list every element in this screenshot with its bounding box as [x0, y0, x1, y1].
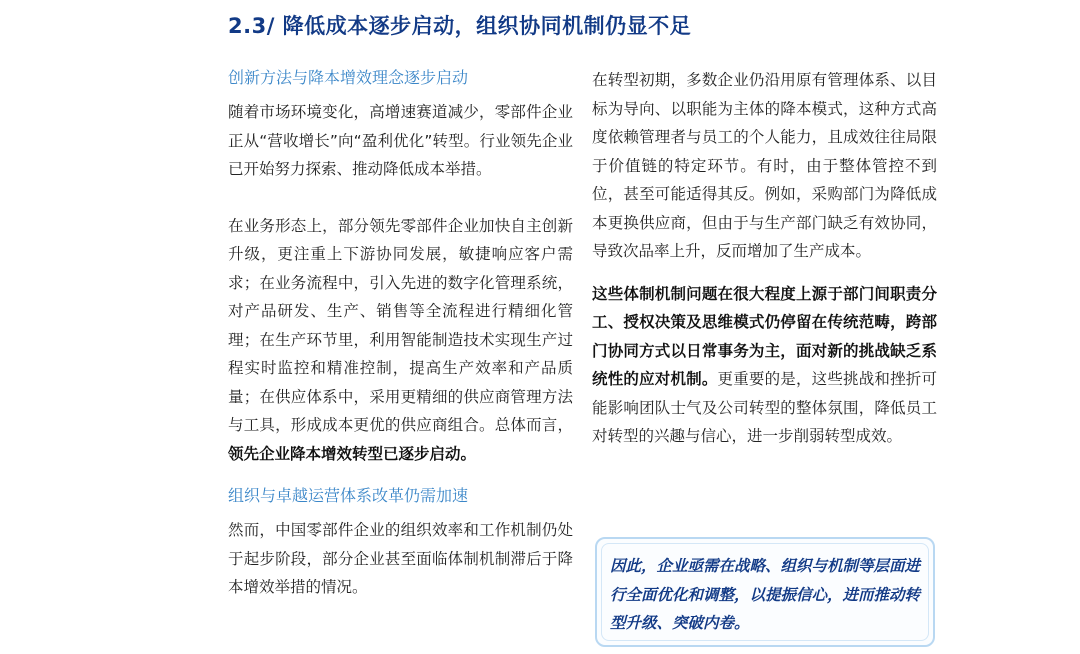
paragraph-organization-efficiency: 然而，中国零部件企业的组织效率和工作机制仍处于起步阶段，部分企业甚至面临体制机制滞后于降本增效举措的情况。	[228, 521, 573, 596]
left-column	[228, 66, 573, 602]
subheading-innovation: 创新方法与降本增效理念逐步启动	[228, 68, 469, 87]
paragraph-early-transformation: 在转型初期，多数企业仍沿用原有管理体系、以目标为导向、以职能为主体的降本模式，这种方式高度依赖管理者与员工的个人能力，且成效往往局限于价值链的特定环节。有时，由于整体管控不到位，甚至可能适得其反。例如，采购部门为降低成本更换供应商，但由于与生产部门缺乏有效协同，导致次品率上升，反而增加了生产成本。	[592, 71, 937, 260]
section-title: 2.3/ 降低成本逐步启动，组织协同机制仍显不足	[228, 14, 692, 38]
paragraph-mechanism-problems	[592, 280, 937, 451]
right-column	[592, 66, 937, 451]
subheading-organization: 组织与卓越运营体系改革仍需加速	[228, 486, 469, 505]
paragraph-text: 在业务形态上，部分领先零部件企业加快自主创新升级，更注重上下游协同发展，敏捷响应客户需求；在业务流程中，引入先进的数字化管理系统，对产品研发、生产、销售等全流程进行精细化管理；在生产环节里，利用智能制造技术实现生产过程实时监控和精准控制，提高生产效率和产品质量；在供应体系中，采用更精细的供应商管理方法与工具，形成成本更优的供应商组合。总体而言，	[228, 216, 573, 434]
paragraph-market-shift: 随着市场环境变化，高增速赛道减少，零部件企业正从“营收增长”向“盈利优化”转型。行业领先企业已开始努力探索、推动降低成本举措。	[228, 103, 573, 178]
callout-text: 因此，企业亟需在战略、组织与机制等层面进行全面优化和调整，以提振信心，进而推动转型升级、突破内卷。	[610, 557, 921, 632]
paragraph-emphasis: 领先企业降本增效转型已逐步启动。	[228, 444, 477, 463]
callout-box	[595, 537, 935, 647]
paragraph-text: 更重要的是，这些挑战和挫折可能影响团队士气及公司转型的整体氛围，降低员工对转型的兴趣与信心，进一步削弱转型成效。	[592, 370, 937, 445]
paragraph-business-transformation	[228, 212, 573, 469]
paragraph-emphasis: 这些体制机制问题在很大程度上源于部门间职责分工、授权决策及思维模式仍停留在传统范畴，跨部门协同方式以日常事务为主，面对新的挑战缺乏系统性的应对机制。	[592, 284, 937, 388]
